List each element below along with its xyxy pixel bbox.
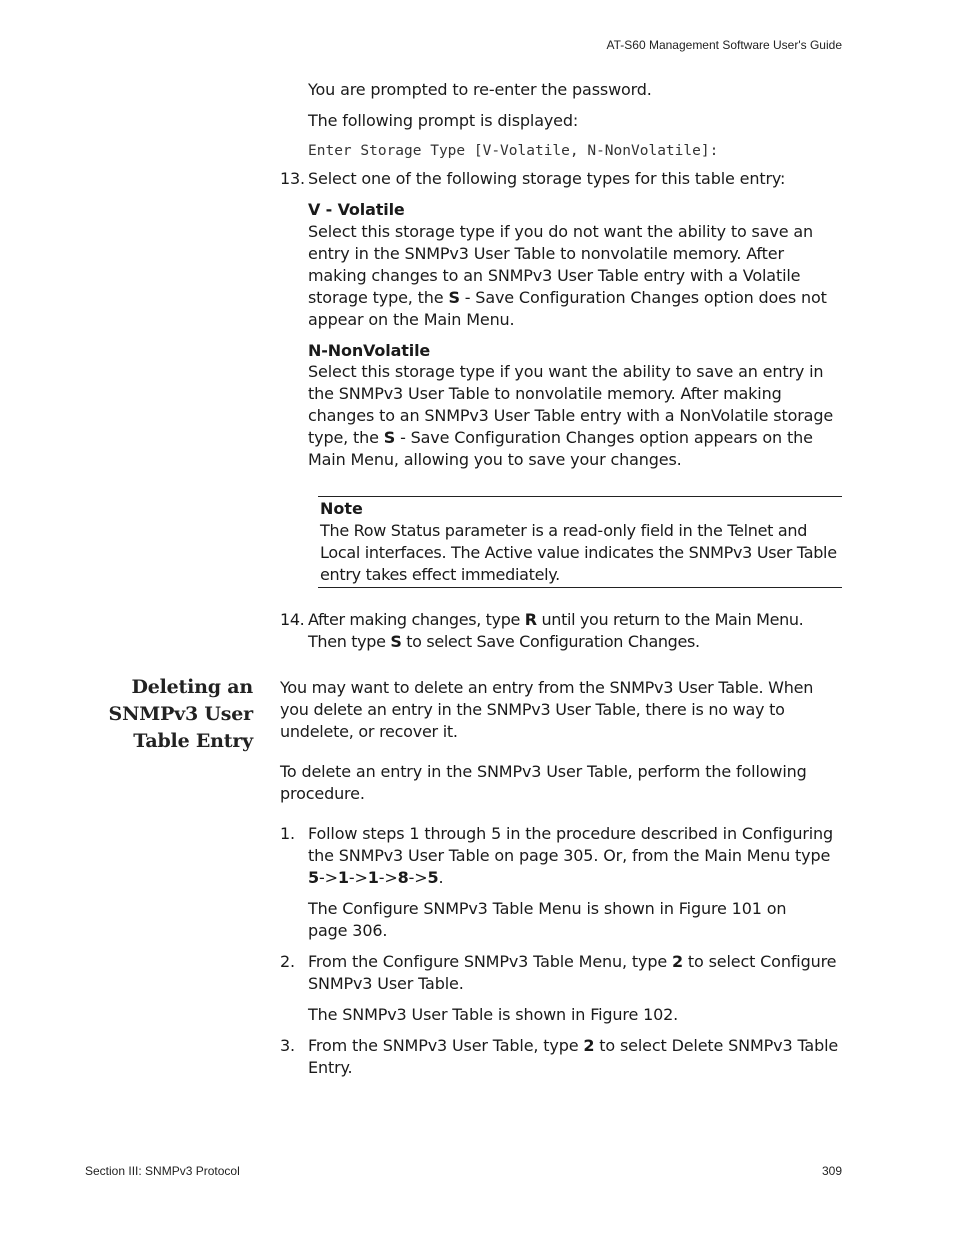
step-text: Select one of the following storage types for this table entry:	[308, 169, 786, 188]
step-text: to select Delete SNMPv3 Table Entry.	[308, 1036, 839, 1077]
volatile-text-2: - Save Configuration Changes option does not appear on the Main Menu.	[308, 288, 827, 329]
key: 5	[427, 868, 439, 887]
note-title: Note	[320, 499, 363, 518]
key: 1	[337, 868, 349, 887]
arrow: ->	[348, 868, 368, 887]
section-intro-1: You may want to delete an entry from the SNMPv3 User Table. When you delete an entry in the SNMPv3 User Table, there is no way to undelete, or recover it.	[280, 678, 814, 741]
arrow: ->	[318, 868, 338, 887]
key: 8	[397, 868, 409, 887]
step-number: 13.	[280, 169, 305, 188]
nonvolatile-key: S	[383, 428, 396, 447]
step-1-result: The Configure SNMPv3 Table Menu is shown in Figure 101 on page 306.	[308, 899, 787, 940]
section-intro-2: To delete an entry in the SNMPv3 User Table, perform the following procedure.	[280, 762, 807, 803]
volatile-text-1: Select this storage type if you do not want the ability to save an entry in the SNMPv3 User Table to nonvolatile memory. After making changes to an SNMPv3 User Table entry with a Volatile storage type, the	[308, 222, 813, 307]
arrow: ->	[378, 868, 398, 887]
delete-step-3	[280, 1035, 842, 1079]
heading-line: Deleting an	[131, 676, 253, 698]
prompt-reenter-text: You are prompted to re-enter the password.	[308, 80, 652, 99]
storage-type-prompt: Enter Storage Type [V-Volatile, N-NonVolatile]:	[308, 143, 719, 159]
arrow: ->	[408, 868, 428, 887]
nonvolatile-title: N-NonVolatile	[308, 341, 431, 360]
step-text: until you return to the Main Menu. Then type	[308, 610, 804, 651]
step-text: From the Configure SNMPv3 Table Menu, type	[308, 952, 672, 971]
heading-line: Table Entry	[133, 730, 253, 752]
step-text: After making changes, type	[308, 610, 525, 629]
step-text: From the SNMPv3 User Table, type	[308, 1036, 584, 1055]
footer-section: Section III: SNMPv3 Protocol	[85, 1164, 240, 1178]
step-number: 1.	[280, 824, 295, 843]
note-body: The Row Status parameter is a read-only field in the Telnet and Local interfaces. The Active value indicates the SNMPv3 User Table entry takes effect immediately.	[320, 521, 837, 584]
step-number: 3.	[280, 1036, 295, 1055]
note-box	[318, 496, 842, 588]
page-number: 309	[821, 1164, 842, 1178]
step-13	[280, 168, 842, 190]
step-text: to select Save Configuration Changes.	[401, 632, 700, 651]
key: 5	[308, 868, 319, 887]
key: 2	[583, 1036, 595, 1055]
volatile-key: S	[448, 288, 460, 307]
step-text: .	[438, 868, 444, 887]
nonvolatile-description	[308, 361, 842, 471]
step-text: to select Configure SNMPv3 User Table.	[308, 952, 837, 993]
key: 1	[367, 868, 379, 887]
step-number: 2.	[280, 952, 295, 971]
heading-line: SNMPv3 User	[108, 703, 253, 725]
step-text: Follow steps 1 through 5 in the procedure described in Configuring the SNMPv3 User Table on page 305. Or, from the Main Menu type	[308, 824, 834, 865]
key-r: R	[524, 610, 537, 629]
section-heading	[86, 674, 253, 755]
step-2-result: The SNMPv3 User Table is shown in Figure 102.	[308, 1005, 679, 1024]
nonvolatile-text-2: - Save Configuration Changes option appears on the Main Menu, allowing you to save your changes.	[308, 428, 813, 469]
nonvolatile-text-1: Select this storage type if you want the ability to save an entry in the SNMPv3 User Table to nonvolatile memory. After making changes to an SNMPv3 User Table entry with a NonVolatile storage type, the	[308, 362, 834, 447]
prompt-displayed-text: The following prompt is displayed:	[308, 111, 579, 130]
running-header: AT-S60 Management Software User's Guide	[606, 38, 842, 52]
step-14	[280, 609, 842, 653]
key-s: S	[390, 632, 402, 651]
key: 2	[671, 952, 683, 971]
delete-step-2	[280, 951, 842, 995]
volatile-title: V - Volatile	[308, 200, 405, 219]
volatile-description	[308, 221, 842, 331]
delete-step-1	[280, 823, 842, 889]
step-number: 14.	[280, 610, 305, 629]
